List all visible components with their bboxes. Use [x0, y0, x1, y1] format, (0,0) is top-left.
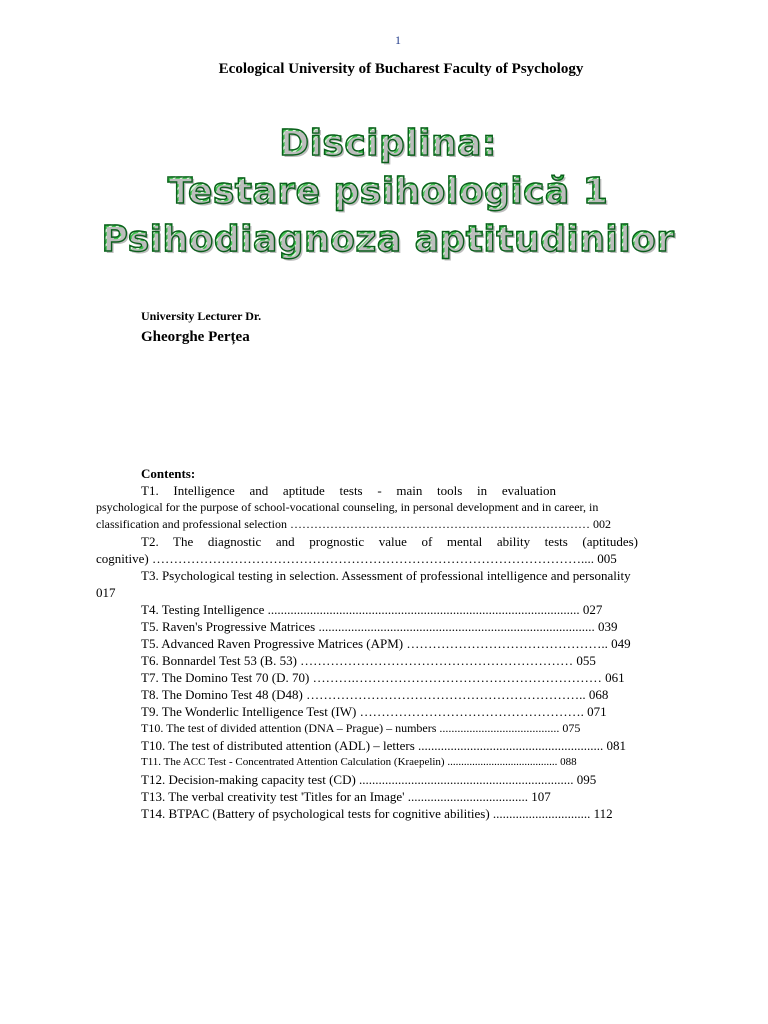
toc-entry: T9. The Wonderlic Intelligence Test (IW) ……………………………………………. 071	[141, 704, 607, 719]
title-line-subtitle: Psihodiagnoza aptitudinilor	[0, 218, 768, 262]
toc-entry: T6. Bonnardel Test 53 (B. 53) ……………………………………………………… 055	[141, 653, 596, 668]
toc-entry: T14. BTPAC (Battery of psychological tests for cognitive abilities) .............................. 112	[141, 806, 613, 821]
toc-entry-t2-line2: cognitive) ……………………………………………………………………………………….... 005	[96, 551, 617, 566]
page-number: 1	[395, 33, 401, 47]
toc-entry: T11. The ACC Test - Concentrated Attention Calculation (Kraepelin) ........................................ 088	[141, 756, 577, 768]
toc-entry: T13. The verbal creativity test 'Titles for an Image' ..................................... 107	[141, 789, 551, 804]
toc-entry: T5. Raven's Progressive Matrices ..................................................................................... 039	[141, 619, 618, 634]
title-line-discipline: Disciplina:	[0, 122, 768, 166]
toc-entry: T10. The test of divided attention (DNA – Prague) – numbers ........................................ 075	[141, 721, 581, 735]
toc-entry-t2-line1: T2. The diagnostic and prognostic value of mental ability tests (aptitudes)	[141, 534, 638, 549]
toc-entry-t1-line3: classification and professional selection ………………………………………………………………… 002	[96, 517, 611, 531]
toc-entry-t3-line1: T3. Psychological testing in selection. Assessment of professional intelligence and personality	[141, 568, 631, 583]
toc-entry: T4. Testing Intelligence ................................................................................................ 027	[141, 602, 603, 617]
table-of-contents	[96, 466, 714, 822]
toc-entry-t1-line1: T1. Intelligence and aptitude tests - main tools in evaluation	[141, 483, 556, 498]
author-title: University Lecturer Dr.	[141, 309, 262, 323]
toc-entry: T5. Advanced Raven Progressive Matrices (APM) ……………………………………….. 049	[141, 636, 631, 651]
toc-entry-t1-line2: psychological for the purpose of school-vocational counseling, in personal development and in career, in	[96, 500, 599, 514]
toc-entry: T8. The Domino Test 48 (D48) ……………………………………………………….. 068	[141, 687, 609, 702]
author-name: Gheorghe Perțea	[141, 329, 250, 345]
title-line-course: Testare psihologică 1	[0, 170, 768, 214]
university-heading: Ecological University of Bucharest Faculty of Psychology	[218, 61, 584, 77]
contents-heading: Contents:	[141, 466, 196, 481]
toc-entry: T12. Decision-making capacity test (CD) .................................................................. 095	[141, 772, 597, 787]
toc-entry-t3-line2: 017	[96, 585, 116, 600]
toc-entry: T10. The test of distributed attention (ADL) – letters ......................................................... 081	[141, 738, 627, 753]
toc-entry: T7. The Domino Test 70 (D. 70) ……….………………………………………………… 061	[141, 670, 625, 685]
